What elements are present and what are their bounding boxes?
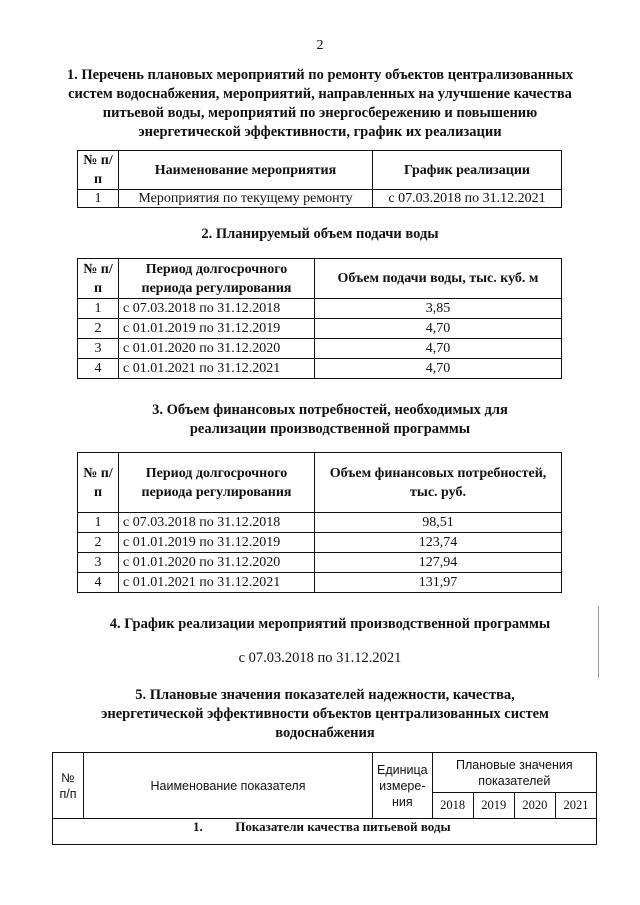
section4-title: 4. График реализации мероприятий производственной программы	[109, 616, 551, 632]
page-number: 2	[316, 38, 324, 53]
s3-cell: 123,74	[315, 533, 562, 553]
s3-cell: 127,94	[315, 553, 562, 573]
s2-cell: с 07.03.2018 по 31.12.2018	[119, 299, 315, 319]
table-row	[78, 299, 562, 319]
s5-group-num: 1.	[193, 819, 203, 834]
s1-header-name: Наименование мероприятия	[119, 151, 373, 190]
s2-cell: с 01.01.2019 по 31.12.2019	[119, 319, 315, 339]
s2-cell: 2	[78, 319, 119, 339]
s1-cell: Мероприятия по текущему ремонту	[119, 190, 373, 208]
s3-cell: с 01.01.2020 по 31.12.2020	[119, 553, 315, 573]
s5-year-2020: 2020	[514, 793, 555, 819]
section1-title: 1. Перечень плановых мероприятий по ремонту объектов централизованных систем водоснабжения, мероприятий, направленных на улучшение качества питьевой воды, мероприятий по энергосбережению и повышению энергетической эффективности, график их реализации	[66, 67, 574, 140]
s3-cell: 4	[78, 573, 119, 593]
s3-cell: с 01.01.2019 по 31.12.2019	[119, 533, 315, 553]
section2-table	[77, 258, 562, 379]
s2-cell: 4,70	[315, 319, 562, 339]
s5-group-row	[53, 819, 597, 845]
s2-cell: с 01.01.2020 по 31.12.2020	[119, 339, 315, 359]
table-row	[78, 190, 562, 208]
s5-year-2019: 2019	[473, 793, 514, 819]
s3-header-num: № п/п	[78, 453, 119, 513]
s5-year-2021: 2021	[555, 793, 596, 819]
table-row	[78, 319, 562, 339]
section5-table	[52, 752, 597, 845]
section2-title: 2. Планируемый объем подачи воды	[201, 226, 439, 242]
s1-cell: с 07.03.2018 по 31.12.2021	[373, 190, 562, 208]
table-row	[78, 553, 562, 573]
s2-header-num: № п/п	[78, 259, 119, 299]
s3-cell: 98,51	[315, 513, 562, 533]
s2-cell: 1	[78, 299, 119, 319]
s2-cell: 4	[78, 359, 119, 379]
s3-cell: 2	[78, 533, 119, 553]
s2-cell: с 01.01.2021 по 31.12.2021	[119, 359, 315, 379]
s3-header-period: Период долгосрочного периода регулирования	[119, 453, 315, 513]
section3-table	[77, 452, 562, 593]
s2-header-period: Период долгосрочного периода регулирования	[119, 259, 315, 299]
s5-header-num: № п/п	[53, 753, 84, 819]
s3-cell: 131,97	[315, 573, 562, 593]
s3-header-finance: Объем финансовых потребностей, тыс. руб.	[315, 453, 562, 513]
s5-year-2018: 2018	[432, 793, 473, 819]
s5-header-name: Наименование показателя	[84, 753, 373, 819]
section5-title: 5. Плановые значения показателей надежности, качества, энергетической эффективности объектов централизованных систем водоснабжения	[101, 687, 549, 741]
s2-header-volume: Объем подачи воды, тыс. куб. м	[315, 259, 562, 299]
section3-title: 3. Объем финансовых потребностей, необходимых для реализации производственной программы	[152, 402, 508, 437]
s1-cell: 1	[78, 190, 119, 208]
table-row	[78, 533, 562, 553]
section1-table	[77, 150, 562, 208]
s5-header-planned: Плановые значения показателей	[432, 753, 596, 793]
table-row	[78, 573, 562, 593]
s3-cell: 3	[78, 553, 119, 573]
section4-period: с 07.03.2018 по 31.12.2021	[238, 650, 402, 666]
s3-cell: с 07.03.2018 по 31.12.2018	[119, 513, 315, 533]
s2-cell: 4,70	[315, 339, 562, 359]
table-row	[78, 513, 562, 533]
scan-artifact-line	[598, 606, 599, 678]
s2-cell: 3	[78, 339, 119, 359]
s2-cell: 4,70	[315, 359, 562, 379]
s1-header-num: № п/п	[78, 151, 119, 190]
table-row	[78, 359, 562, 379]
s2-cell: 3,85	[315, 299, 562, 319]
s5-header-unit: Единица измере- ния	[373, 753, 433, 819]
s1-header-schedule: График реализации	[373, 151, 562, 190]
table-row	[78, 339, 562, 359]
table-row	[53, 819, 597, 845]
s3-cell: с 01.01.2021 по 31.12.2021	[119, 573, 315, 593]
s3-cell: 1	[78, 513, 119, 533]
s5-group-label: Показатели качества питьевой воды	[235, 819, 451, 834]
